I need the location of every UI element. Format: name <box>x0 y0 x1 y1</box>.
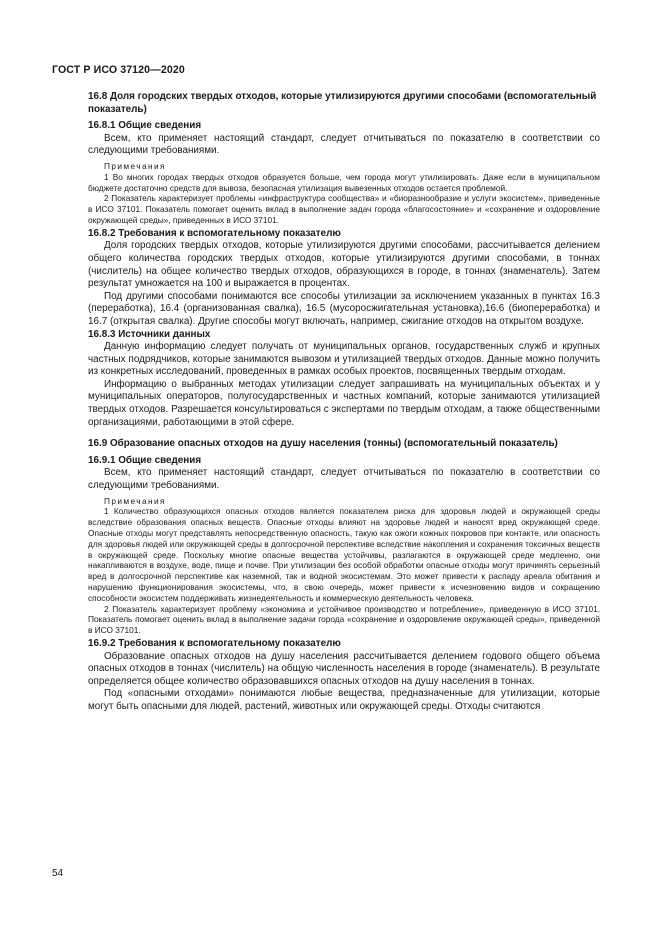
paragraph: Всем, кто применяет настоящий стандарт, следует отчитываться по показателю в соответствии со следующими требованиями. <box>88 467 600 492</box>
document-code-header: ГОСТ Р ИСО 37120—2020 <box>52 64 185 76</box>
paragraph: Под «опасными отходами» понимаются любые вещества, предназначенные для утилизации, которые могут быть опасными для людей, растений, животных или окружающей среды. Отходы считаются <box>88 688 600 712</box>
subsection-16-8-2-title: 16.8.2 Требования к вспомогательному показателю <box>88 227 341 239</box>
paragraph: Данную информацию следует получать от муниципальных органов, государственных служб и крупных частных подрядчиков, которые занимаются вывозом и утилизацией твердых отходов. Данные можно получить из конкретных исследований, проведенных в рамках особых проектов, посвященных твердым отходам. <box>88 341 600 378</box>
subsection-16-8-3-title: 16.8.3 Источники данных <box>88 328 211 340</box>
paragraph: Под другими способами понимаются все способы утилизации за исключением указанных в пунктах 16.3 (переработка), 16.4 (организованная свалка), 16.5 (мусоросжигательная установка),16.6 (биопереработка) и 16.7 (открытая свалка). Другие способы могут включать, например, сжигание отходов на открытом воздухе. <box>88 290 600 327</box>
notes-label: Примечания <box>104 160 166 171</box>
section-16-8-title: 16.8 Доля городских твердых отходов, которые утилизируются другими способами (вспомогательный показатель) <box>88 91 597 115</box>
note-2: 2 Показатель характеризует проблемы «инфраструктура сообщества» и «биоразнообразие и услуги экосистем», приведенные в ИСО 37101. Показатель помогает оценить вклад в выполнение задач города «благосостояние» и «сохранение и оздоровление окружающей среды», приведенных в ИСО 37101. <box>88 193 600 225</box>
subsection-16-9-2-title: 16.9.2 Требования к вспомогательному показателю <box>88 637 341 649</box>
page-number: 54 <box>52 868 64 879</box>
paragraph: Информацию о выбранных методах утилизации следует запрашивать на муниципальных объектах и у муниципальных операторов, полугосударственных и частных компаний, которые занимаются утилизацией твердых отходов. Разрешается консультироваться с экспертами по твердым отходам, а также общественными организациями, работающими в этой сфере. <box>88 378 600 428</box>
note-1: 1 Количество образующихся опасных отходов является показателем риска для здоровья людей и окружающей среды вследствие образования опасных веществ. Опасные отходы влияют на здоровье людей и наносят вред окружающей среде. Опасные отходы могут представлять непосредственную опасность, такую как ожоги кожных покровов при контакте, или опасность для здоровья людей или окружающей среды в долгосрочной перспективе вследствие накопления и сохранения токсичных веществ в окружающей среде. Поскольку многие опасные вещества устойчивы, разлагаются в окружающей среде медленно, они накапливаются в воздухе, воде, пище и почве. При утилизации без особой обработки опасные отходы могут причинять серьезный вред в долгосрочной перспективе как наземной, так и водной экосистемам. Это может привести к распаду ареала обитания и нарушению функционирования экосистемы, что, в свою очередь, может привести к исчезновению видов и сокращению способности экосистем поддерживать жизнедеятельность и коммерческую деятельность человека. <box>88 506 600 603</box>
paragraph: Доля городских твердых отходов, которые утилизируются другими способами, рассчитывается делением общего количества городских твердых отходов, которые утилизируются другими способами, в тоннах (числитель) на общее количество твердых отходов, образующихся в городе, в тоннах (знаменатель). Затем результат умножается на 100 и выражается в процентах. <box>88 240 600 290</box>
subsection-16-9-1-title: 16.9.1 Общие сведения <box>88 454 202 466</box>
note-1: 1 Во многих городах твердых отходов образуется больше, чем города могут утилизировать. Даже если в муниципальном бюджете достаточно средств для вывоза, безопасная утилизация вывезенных отходов остается проблемой. <box>88 171 600 193</box>
paragraph: Всем, кто применяет настоящий стандарт, следует отчитываться по показателю в соответствии со следующими требованиями. <box>88 132 600 157</box>
notes-label: Примечания <box>104 495 166 506</box>
section-16-9-title: 16.9 Образование опасных отходов на душу населения (тонны) (вспомогательный показатель) <box>88 438 558 450</box>
page-content <box>88 91 600 714</box>
paragraph: Образование опасных отходов на душу населения рассчитывается делением годового общего объема опасных отходов в тоннах (числитель) на общую численность населения в городе (знаменатель). В результате определяется общее количество образовавшихся опасных отходов на душу населения в тоннах. <box>88 650 600 687</box>
subsection-16-8-1-title: 16.8.1 Общие сведения <box>88 120 202 132</box>
note-2: 2 Показатель характеризует проблему «экономика и устойчивое производство и потребление», приведенную в ИСО 37101. Показатель помогает оценить вклад в выполнение задачи города «сохранение и оздоровление окружающей среды», приведенной в ИСО 37101. <box>88 603 600 636</box>
